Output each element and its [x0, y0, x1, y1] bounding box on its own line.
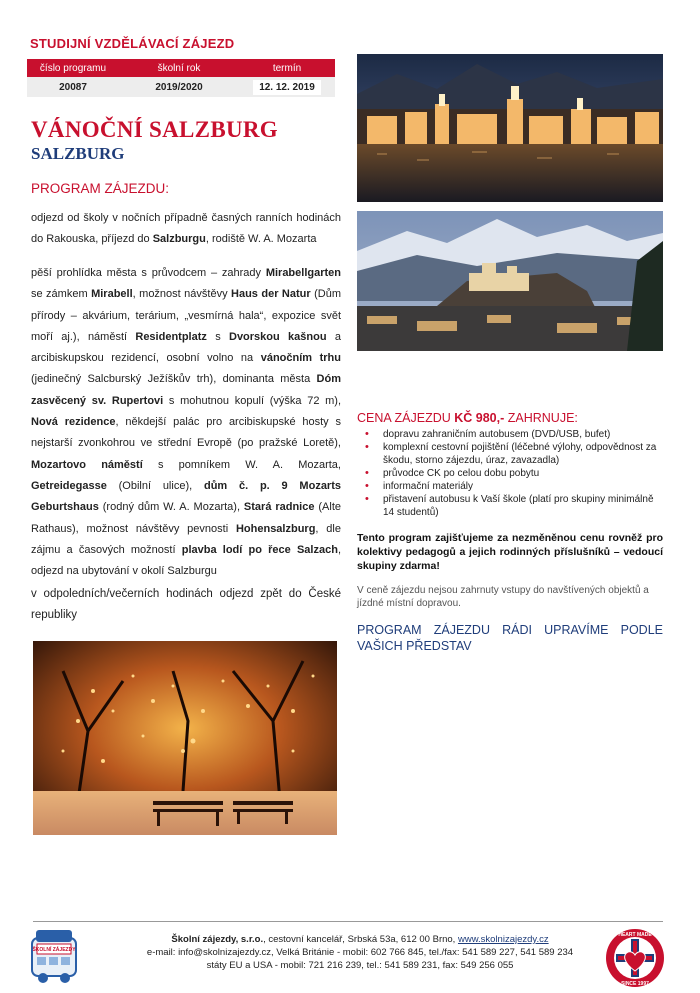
salzburg-night-photo: [357, 54, 663, 202]
program-text: (Dům přírody – akvárium, terárium, „vesmírná hala“, expozice svět moří aj.), náměstí: [31, 288, 342, 343]
program-text: , odjezd na ubytování v okolí Salzburgu: [31, 543, 341, 578]
price-amount: KČ 980,-: [454, 411, 505, 425]
list-item: • informační materiály: [365, 480, 663, 493]
program-text: pěší prohlídka města s průvodcem – zahrady: [31, 267, 266, 279]
program-paragraph-tour: [31, 263, 341, 582]
highlight-text: Dóm zasvěcený sv. Rupertovi: [31, 373, 341, 407]
footer-line-1: [100, 933, 620, 946]
highlight-text: Getreidegasse: [31, 479, 107, 492]
study-trip-title: STUDIJNÍ VZDĚLÁVACÍ ZÁJEZD: [30, 36, 235, 51]
footer-line-3: státy EU a USA - mobil: 721 216 239, tel.: 541 589 231, fax: 549 256 055: [206, 960, 514, 971]
highlight-text: Mirabell: [91, 288, 133, 301]
highlight-text: plavba lodí po řece Salzach: [181, 543, 338, 556]
highlight-text: Mirabellgarten: [265, 267, 341, 279]
footer-contact: [100, 933, 620, 972]
program-text: se zámkem: [31, 288, 92, 301]
price-section: [357, 411, 663, 519]
school-trips-bus-logo: [30, 926, 78, 986]
footer-divider: [33, 921, 663, 922]
winter-park-photo: [33, 641, 337, 835]
highlight-text: Mozartovo náměstí: [31, 458, 143, 471]
program-text: odjezd od školy v nočních případně časných ranních hodinách do Rakouska, příjezd do: [31, 212, 341, 245]
price-prefix: CENA ZÁJEZDU: [357, 411, 455, 425]
bus-logo-text: ŠKOLNÍ ZÁJEZDY: [32, 947, 76, 953]
company-address: , cestovní kancelář, Srbská 53a, 612 00 Brno,: [263, 934, 458, 945]
program-text: , možnost návštěvy: [132, 288, 232, 301]
highlight-text: Stará radnice: [243, 501, 315, 514]
col-school-year: školní rok: [157, 62, 201, 74]
program-paragraph-arrival: [31, 208, 341, 249]
school-year: 2019/2020: [155, 81, 203, 93]
program-text: a arcibiskupskou rezidencí, osobní volno na: [31, 330, 341, 365]
highlight-text: Dvorskou kašnou: [229, 330, 327, 343]
left-column: [27, 36, 341, 625]
program-text: , někdejší palác pro arcibiskupské hosty s nejstarší zvonkohrou ve střední Evropě (po pražské Loretě),: [31, 416, 341, 450]
price-suffix: ZAHRNUJE:: [504, 411, 578, 425]
program-heading: PROGRAM ZÁJEZDU:: [31, 181, 170, 196]
custom-program-note: PROGRAM ZÁJEZDU RÁDI UPRAVÍME PODLE VAŠICH PŘEDSTAV: [357, 623, 663, 653]
program-table-header: [27, 59, 335, 77]
program-paragraph-return: v odpoledních/večerních hodinách odjezd zpět do České republiky: [31, 588, 341, 621]
highlight-text: dům č. p. 9 Mozarts Geburtshaus: [31, 479, 341, 514]
heart-made-badge-logo: [604, 927, 666, 989]
highlight-text: vánočním trhu: [260, 352, 341, 365]
program-text: s pomníkem W. A. Mozarta,: [142, 458, 341, 471]
program-number: 20087: [59, 81, 87, 93]
program-text: , rodiště W. A. Mozarta: [205, 232, 317, 245]
program-text: (jedinečný Salcburský Ježíškův trh), dominanta města: [31, 373, 317, 386]
col-program-number: číslo programu: [39, 62, 107, 74]
program-text: (Obilní ulice),: [106, 479, 204, 492]
program-text: s mohutnou kopulí (výška 72 m),: [163, 394, 342, 407]
program-text: (rodný dům W. A. Mozarta),: [98, 501, 244, 514]
right-column: [357, 54, 663, 351]
list-item: • komplexní cestovní pojištění (léčebné výlohy, odpovědnost za škodu, storno zájezdu, úraz, zavazadla): [365, 441, 663, 467]
highlight-text: Salzburgu: [152, 232, 206, 245]
trip-date: 12. 12. 2019: [253, 80, 321, 95]
list-item: • přistavení autobusu k Vaší škole (platí pro skupiny minimálně 14 studentů): [365, 493, 663, 519]
website-link[interactable]: www.skolnizajezdy.cz: [457, 934, 549, 945]
company-name: Školní zájezdy, s.r.o.: [171, 934, 264, 945]
program-info-table: [27, 59, 335, 97]
exclusions-note: V ceně zájezdu nejsou zahrnuty vstupy do navštívených objektů a jízdné místní dopravou.: [357, 585, 649, 609]
program-text: , dle zájmu a časových možností: [31, 522, 341, 556]
highlight-text: Haus der Natur: [231, 288, 311, 301]
teachers-offer-note: Tento program zajišťujeme za nezměněnou cenu rovněž pro kolektivy pedagogů a jejich rodinných příslušníků – vedoucí skupiny zdarma!: [357, 532, 663, 572]
trip-title: VÁNOČNÍ SALZBURG: [31, 117, 278, 142]
list-item: • průvodce CK po celou dobu pobytu: [365, 467, 663, 480]
trip-destination: SALZBURG: [31, 144, 125, 163]
price-includes-list: [365, 428, 663, 519]
program-text: (Alte Rathaus), možnost návštěvy pevnosti: [31, 501, 341, 535]
hohensalzburg-fortress-photo: [357, 211, 663, 351]
col-date: termín: [272, 62, 302, 74]
badge-top-text: HEART MADE: [618, 932, 652, 938]
program-table-row: [27, 77, 335, 97]
highlight-text: Nová rezidence: [31, 416, 116, 429]
badge-bottom-text: SINCE 1997: [621, 981, 649, 987]
price-heading: [357, 411, 663, 425]
footer-line-2: e-mail: info@skolnizajezdy.cz, Velká Británie - mobil: 602 766 845, tel./fax: 541 589 227, 541 589 234: [146, 947, 574, 958]
highlight-text: Residentplatz: [135, 330, 207, 343]
highlight-text: Hohensalzburg: [235, 522, 316, 535]
list-item: • dopravu zahraničním autobusem (DVD/USB, bufet): [365, 428, 663, 441]
program-text: s: [206, 330, 229, 343]
